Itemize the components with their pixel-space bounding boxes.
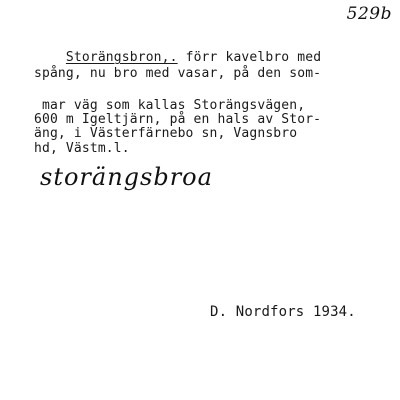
card-number: 529b [346, 4, 392, 24]
entry-line-5: äng, i Västerfärnebo sn, Vagnsbro [34, 126, 298, 141]
headword: Storängsbron,. [65, 50, 178, 65]
signature: D. Nordfors 1934. [210, 304, 356, 320]
entry-line-2: spång, nu bro med vasar, på den som- [34, 66, 322, 81]
entry-line-6: hd, Västm.l. [34, 141, 130, 156]
entry-line-1-rest: förr kavelbro med [177, 50, 322, 65]
entry-line-4: 600 m Igeltjärn, på en hals av Stor- [34, 112, 322, 127]
handwritten-form: storängsbroa [40, 163, 213, 191]
entry-line-3: mar väg som kallas Storängsvägen, [34, 98, 306, 113]
